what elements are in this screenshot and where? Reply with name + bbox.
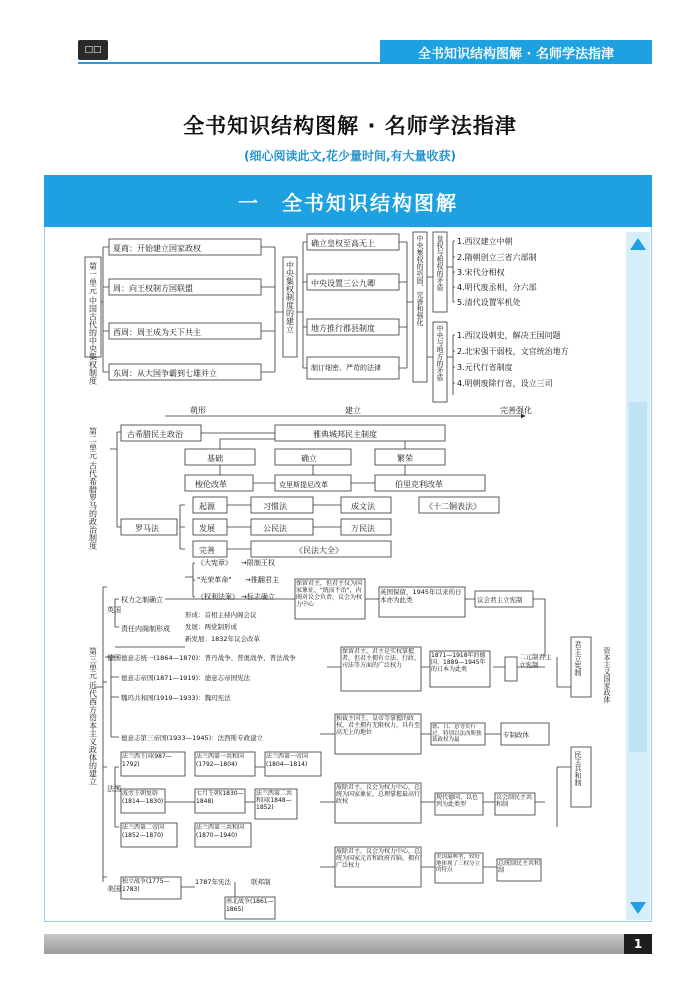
u1-ru-3: 4.明代废丞相，分六部	[457, 283, 537, 292]
u3-uk-cab-0: 形成：首相主持内阁会议	[185, 611, 257, 619]
footer-bar	[44, 934, 624, 954]
u3-de-box2	[336, 715, 420, 755]
header-tab-text: 全书知识结构图解 · 名师学法指津	[418, 46, 614, 62]
u1-mid-0: 确立皇权至高无上	[311, 239, 375, 248]
u1-right-lower-label: 中央与地方的矛盾	[436, 325, 444, 381]
u3-fr-type-text: 现代德国、以色列为此类型	[436, 794, 479, 808]
u2-rl-1: 成文法	[351, 502, 375, 511]
u3-fr-r2-0-text: 波旁王朝复辟(1814—1830)	[122, 790, 164, 805]
u3-us-0-text: 独立战争(1775—1783)	[122, 878, 170, 893]
u2-phase-1: 建立	[345, 406, 361, 415]
u3-de-0: 德意志统一(1864—1870)：普丹战争、普奥战争、普法战争	[121, 654, 296, 662]
u1-rl-2: 3.元代行省制度	[457, 363, 513, 372]
section-banner: 一 全书知识结构图解	[44, 175, 652, 227]
u3-uk-item-0: 《大宪章》	[197, 559, 232, 567]
unit2-label: 第二单元 古代希腊罗马的政治制度	[88, 427, 98, 550]
u3-fr-r2-2	[256, 790, 296, 820]
page-subtitle: (细心阅读此文,花少量时间,有大量收获)	[243, 149, 457, 163]
u2-gr-0: 梭伦改革	[195, 480, 227, 489]
u3-uk-influence	[380, 588, 464, 618]
u3-fr-root	[122, 753, 184, 777]
u1-ru-4: 5.清代设置军机处	[457, 298, 521, 307]
u3-us-2: 联邦制	[251, 878, 271, 886]
u3-uk-item-4: 责任内阁制形成	[121, 625, 170, 633]
u3-rep: 民主共和制	[574, 751, 582, 786]
u2-rs-2: 完善	[199, 546, 215, 555]
u3-de-type-text: 二元制君主立宪制	[519, 653, 552, 669]
u3-uk-box	[296, 580, 364, 620]
u1-ru-0: 1.西汉建立中朝	[457, 237, 513, 246]
u3-fr-r2-1-text: 七月王朝(1830—1848)	[196, 790, 244, 805]
scroll-down-icon[interactable]	[630, 902, 646, 914]
u2-rl-2: 《十二铜表法》	[425, 502, 481, 511]
u3-us-box	[336, 848, 420, 888]
u2-gs-1: 确立	[301, 454, 317, 463]
scroll-up-icon[interactable]	[630, 238, 646, 250]
u3-fr-type	[436, 794, 482, 816]
u3-us-3-text: 南北战争(1861—1865)	[226, 898, 274, 913]
u3-uk-res-1: →推翻君主	[245, 576, 279, 584]
u1-period-0: 夏商：开始建立国家政权	[113, 244, 201, 253]
u3-us-3	[226, 898, 274, 920]
u2-top-1: 雅典城邦民主制度	[313, 430, 377, 439]
u1-rl-1: 2.北宋强干弱枝，文官统治地方	[457, 347, 569, 356]
u2-phase-2: 完善强化	[500, 406, 532, 415]
u2-gr-1: 克里斯提尼改革	[279, 481, 328, 489]
u3-uk-influence-text: 英国保留，1945年以来的日本亦为此类	[380, 588, 462, 604]
scroll-thumb[interactable]	[629, 402, 647, 752]
u3-de: 德国	[107, 654, 121, 662]
u3-fr-r3-1-text: 法兰西第三共和国(1870—1940)	[196, 824, 245, 839]
u3-de-box2-text: 独裁主国王，皇帝等掌握的政权，君主拥有无限权力，具有至高无上的地位	[336, 715, 420, 736]
u3-us-sys	[498, 860, 540, 882]
u3-fr-sys-text: 议会制民主共和制	[496, 794, 533, 808]
u3-fr-r1-1	[266, 753, 320, 777]
u3-fr-r1-0-text: 法兰西第一共和国(1792—1804)	[196, 753, 245, 768]
diagram-panel	[44, 227, 652, 922]
u1-period-2: 西周：周王成为天下共主	[113, 328, 201, 337]
u3-de-box3	[432, 724, 484, 746]
page-number: 1	[624, 934, 652, 954]
u2-top-0: 古希腊民主政治	[127, 430, 183, 439]
u1-right-upper-label: 皇权与相权的矛盾	[436, 235, 444, 291]
u3-cap: 资本主义国家政体	[603, 647, 611, 703]
u3-us-0	[122, 878, 180, 900]
u3-de-3: 德意志第三帝国(1933—1945)：法西斯专政建立	[121, 734, 264, 742]
u1-period-3: 东周：从大国争霸到七雄并立	[113, 369, 217, 378]
u3-us: 美国	[107, 885, 121, 893]
u3-uk-res-2: →标志确立	[241, 593, 275, 601]
u1-ru-2: 3.宋代分相权	[457, 268, 505, 277]
u3-fr-r1-0	[196, 753, 254, 777]
u2-rl-4: 万民法	[351, 524, 375, 533]
publisher-logo	[78, 40, 108, 60]
u2-rs-0: 起源	[199, 502, 215, 511]
page-title: 全书知识结构图解 · 名师学法指津	[183, 114, 517, 138]
u3-us-1: 1787年宪法	[195, 878, 232, 886]
u2-phase-0: 萌形	[190, 406, 206, 415]
u3-fr-r2-0	[122, 790, 164, 814]
u3-fr-root-text: 法兰西王国(987—1792)	[122, 753, 172, 768]
u3-de-years-text: 1871—1918年的德国、1889—1945年的日本为此类	[431, 652, 486, 673]
scrollbar[interactable]	[626, 232, 650, 920]
u3-fr-r1-1-text: 法兰西第一帝国(1804—1814)	[266, 753, 309, 768]
u1-mid-1: 中央设置三公九卿	[311, 279, 375, 288]
u3-uk-item-3: 权力之制确立	[121, 596, 163, 604]
u1-period-1: 周：向王权制方国联盟	[113, 284, 193, 293]
u3-uk: 英国	[107, 606, 121, 614]
u3-uk-item-2: 《权利法案》	[197, 593, 239, 601]
u3-de-box1-text: 保留君主，君主是实权掌握者，但君主拥有立法、行政、司法等方面的广泛权力	[342, 648, 420, 669]
u1-mid-3: 制订细密、严苛的法律	[311, 364, 381, 372]
u3-fr-r2-2-text: 法兰西第二共和国(1848—1852)	[256, 790, 293, 811]
u3-de-type2: 专制政体	[503, 731, 529, 739]
u2-rl-5: 《民法大全》	[295, 546, 343, 555]
u3-fr-r2-1	[196, 790, 244, 814]
unit3-label: 第三单元 近代西方资本主义政体的建立	[88, 647, 98, 786]
u3-de-box1	[342, 648, 420, 692]
u1-mid-2: 地方推行郡县制度	[311, 324, 375, 333]
u3-uk-box-text: 保留君主，但君主仅为国家象征，"统而不治"，内阁对议会负责，议会为权力中心	[296, 580, 363, 608]
u2-gs-0: 基础	[207, 454, 223, 463]
u3-us-box-text: 废除君主，议会为权力中心，总统为国家元首和政府首脑，拥有广泛权力	[336, 848, 420, 869]
u3-de-years	[431, 652, 489, 688]
logo-text: □□	[84, 45, 102, 55]
u2-gs-2: 繁荣	[397, 454, 413, 463]
u3-uk-cab-1: 发展：两党制形成	[185, 623, 237, 631]
header-tab	[380, 40, 652, 64]
u3-uk-cab-2: 新发展：1832年议会改革	[185, 635, 261, 643]
u2-rs-1: 发展	[199, 524, 215, 533]
u3-fr-sys	[496, 794, 534, 816]
u3-mon: 君主立宪制	[574, 641, 582, 676]
u3-de-2: 魏玛共和国(1919—1933)：魏玛宪法	[121, 694, 231, 702]
u3-uk-res-0: →限制王权	[241, 559, 275, 567]
u3-us-sys-text: 总统制民主共和制	[498, 860, 540, 874]
u1-right-label: 中央集权的巩固、完善和强化	[416, 235, 424, 326]
u1-rl-0: 1.西汉设刺史，解决王国问题	[457, 331, 561, 340]
u3-us-box2	[436, 854, 482, 884]
u3-us-box2-text: 美国最典型，较好地体现了三权分立的特点	[436, 854, 481, 873]
header-line	[78, 62, 380, 64]
u2-rl-0: 习惯法	[263, 502, 287, 511]
u3-fr-box	[336, 784, 420, 824]
u1-ru-1: 2.隋朝创立三省六部制	[457, 253, 537, 262]
u3-fr: 法国	[107, 785, 121, 793]
u3-fr-box-text: 废除君主，议会为权力中心，总统为国家象征，总理掌握最高行政权	[336, 784, 420, 805]
u3-de-box3-text: 德、日、意等实行过，特别以法西斯独裁政权为最	[432, 724, 482, 743]
u1-rl-3: 4.明朝废除行省，设立三司	[457, 379, 553, 388]
u3-fr-r3-0	[122, 824, 176, 848]
u3-de-type	[519, 653, 555, 683]
u1-mid-label: 中央集权制度的建立	[285, 261, 295, 333]
knowledge-diagram	[45, 227, 627, 922]
unit1-label: 第一单元 中国古代的中央集权制度	[88, 262, 98, 385]
u3-fr-r3-0-text: 法兰西第二帝国(1852—1870)	[122, 824, 165, 839]
u3-uk-type: 议会君主立宪制	[477, 596, 523, 604]
u2-rl-3: 公民法	[263, 524, 287, 533]
u2-gr-2: 伯里克利改革	[395, 480, 443, 489]
u3-de-1: 德意志帝国(1871—1919)：德意志帝国宪法	[121, 674, 251, 682]
u2-rome: 罗马法	[135, 524, 159, 533]
u3-fr-r3-1	[196, 824, 250, 848]
u3-uk-item-1: "光荣革命"	[197, 576, 232, 584]
